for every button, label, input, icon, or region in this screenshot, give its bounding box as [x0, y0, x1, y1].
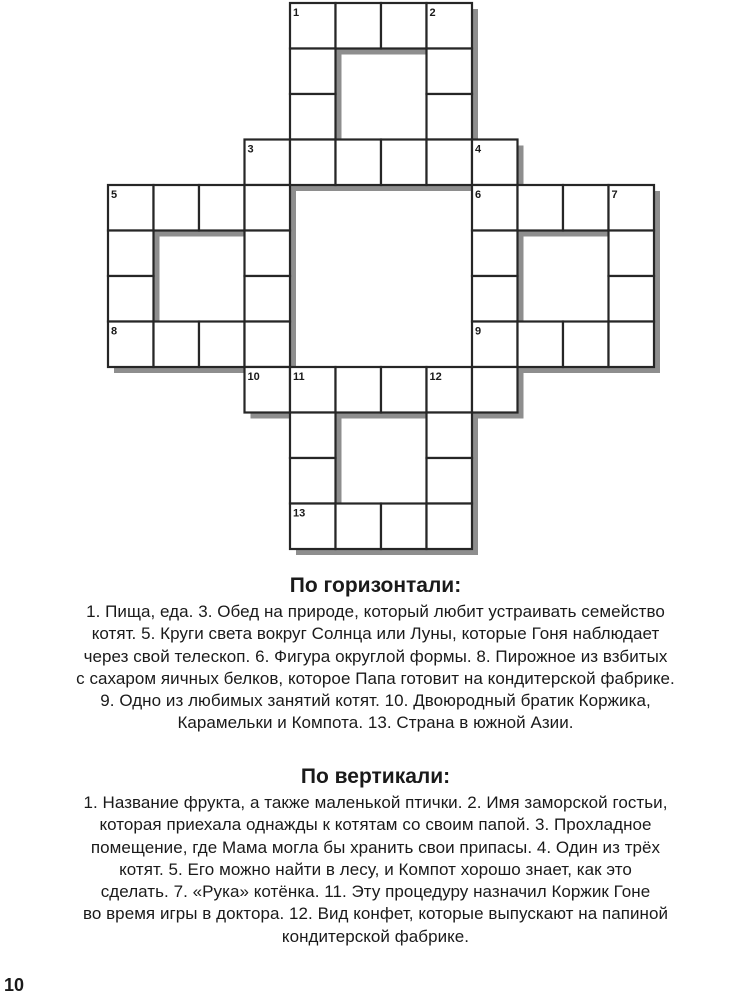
across-line: Карамельки и Компота. 13. Страна в южной Азии. — [177, 713, 574, 733]
cell-number: 8 — [111, 325, 118, 338]
crossword-cell[interactable] — [199, 322, 245, 368]
crossword-cell[interactable] — [472, 276, 518, 322]
across-line: 9. Одно из любимых занятий котят. 10. Двоюродный братик Коржика, — [100, 691, 651, 711]
crossword-cell[interactable] — [381, 504, 427, 550]
crossword-cell[interactable] — [290, 413, 336, 459]
down-line: которая приехала однажды к котятам со своим папой. 3. Прохладное — [99, 815, 652, 835]
crossword-cell[interactable] — [563, 322, 609, 368]
cell-number: 12 — [429, 371, 442, 383]
crossword-cell[interactable] — [336, 504, 382, 550]
cell-number: 10 — [247, 371, 260, 383]
cell-number: 4 — [475, 143, 482, 156]
crossword-cell[interactable] — [245, 231, 291, 277]
down-clues — [0, 764, 751, 948]
crossword-cell[interactable] — [381, 140, 427, 186]
across-title: По горизонтали: — [289, 574, 462, 597]
page-number: 10 — [4, 975, 25, 995]
cell-number: 5 — [111, 189, 118, 201]
cell-number: 2 — [429, 7, 436, 19]
cell-number: 3 — [247, 143, 254, 156]
crossword-cell[interactable] — [154, 185, 200, 231]
crossword-cell[interactable] — [381, 3, 427, 49]
crossword-cell[interactable] — [472, 367, 518, 413]
crossword-cell[interactable] — [518, 322, 564, 368]
crossword-cell[interactable] — [427, 94, 473, 140]
cell-number: 1 — [293, 7, 300, 19]
cell-number: 7 — [611, 189, 618, 201]
across-clues — [0, 573, 751, 735]
crossword-cell[interactable] — [154, 322, 200, 368]
crossword-cell[interactable] — [336, 367, 382, 413]
crossword-cell[interactable] — [108, 276, 154, 322]
crossword-cell[interactable] — [245, 322, 291, 368]
crossword-cell[interactable] — [381, 367, 427, 413]
crossword-cell[interactable] — [336, 140, 382, 186]
across-line: с сахаром яичных белков, которое Папа готовит на кондитерской фабрике. — [76, 668, 675, 688]
crossword-cell[interactable] — [245, 185, 291, 231]
down-line: помещение, где Мама могла бы хранить свои припасы. 4. Один из трёх — [90, 837, 661, 857]
down-title: По вертикали: — [300, 765, 451, 788]
crossword-cell[interactable] — [472, 231, 518, 277]
crossword-cell[interactable] — [427, 504, 473, 550]
crossword-cell[interactable] — [427, 49, 473, 95]
down-line: 1. Название фрукта, а также маленькой птички. 2. Имя заморской гостьи, — [83, 793, 668, 812]
down-line: котят. 5. Его можно найти в лесу, и Компот хорошо знает, как это — [119, 859, 632, 879]
cell-number: 11 — [293, 371, 305, 383]
crossword-cell[interactable] — [108, 231, 154, 277]
crossword-cell[interactable] — [290, 94, 336, 140]
down-line: кондитерской фабрике. — [281, 926, 470, 946]
crossword-cell[interactable] — [290, 140, 336, 186]
cell-number: 6 — [475, 189, 482, 201]
across-line: котят. 5. Круги света вокруг Солнца или Луны, которые Гоня наблюдает — [91, 624, 660, 644]
down-line: сделать. 7. «Рука» котёнка. 11. Эту процедуру назначил Коржик Гоне — [100, 882, 651, 902]
cell-number: 9 — [475, 325, 482, 338]
crossword-cell[interactable] — [609, 231, 655, 277]
cell-number: 13 — [293, 507, 306, 520]
crossword-cell[interactable] — [609, 276, 655, 322]
crossword-cell[interactable] — [245, 276, 291, 322]
crossword-cell[interactable] — [199, 185, 245, 231]
across-line: через свой телескоп. 6. Фигура округлой формы. 8. Пирожное из взбитых — [83, 646, 668, 666]
crossword-cell[interactable] — [427, 413, 473, 459]
down-line: во время игры в доктора. 12. Вид конфет, которые выпускают на папиной — [82, 904, 669, 924]
crossword-cell[interactable] — [290, 49, 336, 95]
crossword-cell[interactable] — [427, 140, 473, 186]
crossword-cell[interactable] — [609, 322, 655, 368]
crossword-cell[interactable] — [563, 185, 609, 231]
crossword-cell[interactable] — [290, 458, 336, 504]
across-line: 1. Пища, еда. 3. Обед на природе, который любит устраивать семейство — [86, 602, 665, 621]
crossword-cell[interactable] — [427, 458, 473, 504]
crossword-cell[interactable] — [336, 3, 382, 49]
crossword-cell[interactable] — [518, 185, 564, 231]
